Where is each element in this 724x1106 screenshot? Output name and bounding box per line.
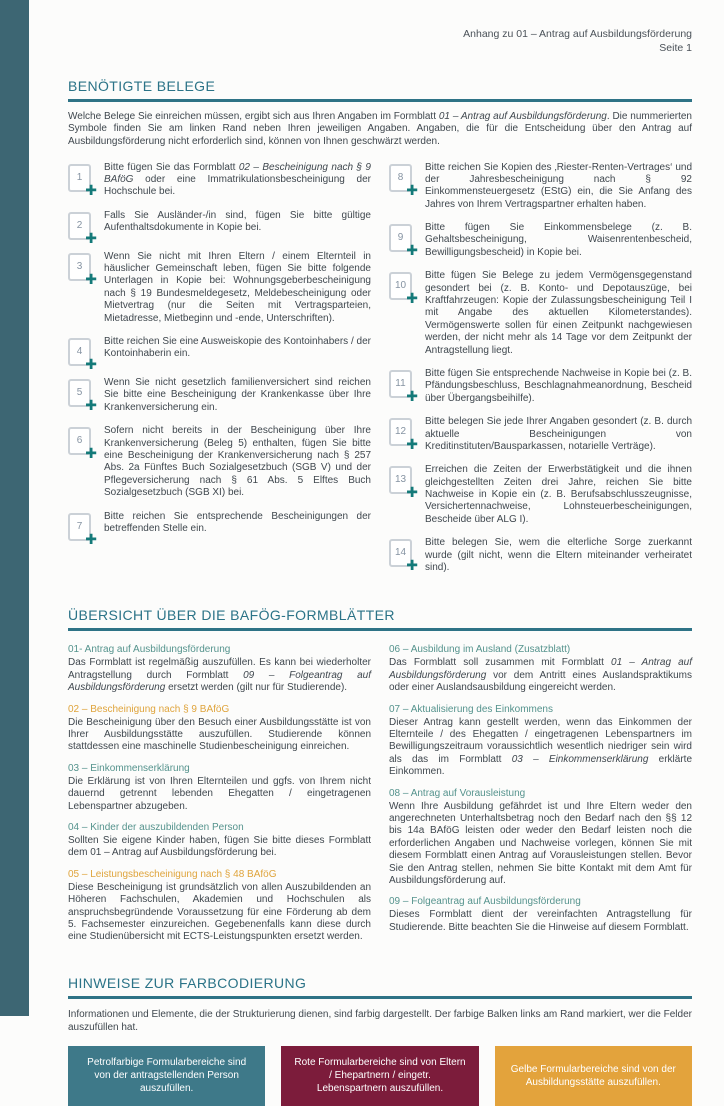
- form-entry-text: Das Formblatt ist regelmäßig auszufüllen. Es kann bei wiederholter Antragstellung durch Formblatt 09 – Folgeantrag auf Ausbildungsförderung ersetzt werden (gilt nur für Studierende).: [68, 657, 371, 694]
- attachment-text: Bitte fügen Sie entsprechende Nachweise in Kopie bei (z. B. Pfändungsbeschluss, Beschlagnahmeanordnung, Bescheid über Übergangsbeihilfe).: [425, 367, 692, 404]
- legend-box-yellow: Gelbe Formularbereiche sind von der Ausbildungsstätte auszufüllen.: [495, 1046, 692, 1106]
- page-edge-color-bar: [0, 0, 29, 1016]
- section-farbcodierung: [68, 975, 692, 1106]
- document-plus-icon: [389, 537, 425, 574]
- form-entry-02: [68, 704, 371, 754]
- document-plus-icon: [68, 251, 104, 325]
- form-entry-title: 03 – Einkommenserklärung: [68, 762, 190, 774]
- document-plus-icon: [389, 416, 425, 453]
- attachment-number: 1: [76, 171, 83, 183]
- plus-icon: ✚: [85, 182, 97, 199]
- document-plus-icon: [68, 210, 104, 247]
- attachment-item: [389, 464, 692, 526]
- attachment-item: [68, 209, 371, 247]
- document-plus-icon: [68, 425, 104, 499]
- form-entry-text: Die Bescheinigung über den Besuch einer Ausbildungsstätte ist von Ihrer Ausbildungsstätte auszufüllen. Studierende können stattdessen eine maschinelle Studienbescheinigung einreichen.: [68, 716, 371, 753]
- attachment-number: 10: [394, 280, 407, 292]
- farbcodierung-text: Informationen und Elemente, die der Strukturierung dienen, sind farbig dargestellt. Der farbige Balken links am Rand markiert, wer die Felder auszufüllen hat.: [68, 1008, 692, 1033]
- attachment-text: Wenn Sie nicht gesetzlich familienversichert sind reichen Sie bitte eine Bescheinigung der Krankenkasse über Ihre Krankenversicherung ein.: [104, 377, 371, 413]
- attachment-text: Erreichen die Zeiten der Erwerbstätigkeit und die ihnen gleichgestellten Zeiten drei Jahre, reichen Sie bitte Nachweise in Kopie ein (z. B. Berufsabschlusszeugnisse, Versichertennachweise, Lohnsteuerbescheinigungen, Bescheide über ALG I).: [425, 464, 692, 525]
- attachment-item: [389, 537, 692, 574]
- belege-columns: [68, 162, 692, 586]
- formblaetter-column-left: [68, 644, 371, 952]
- belege-column-right: [389, 162, 692, 586]
- attachment-text: Bitte fügen Sie Einkommensbelege (z. B. Gehaltsbescheinigung, Waisenrentenbescheid, Bewilligungsbescheid) in Kopie bei.: [425, 222, 692, 258]
- section-benoetigte-belege: [68, 78, 692, 586]
- document-plus-icon: [389, 270, 425, 357]
- attachment-number: 11: [395, 377, 406, 389]
- section-title: ÜBERSICHT ÜBER DIE BAFÖG-FORMBLÄTTER: [68, 607, 395, 624]
- attachment-item: [389, 368, 692, 405]
- attachment-text: Bitte belegen Sie jede Ihrer Angaben gesondert (z. B. durch aktuelle Bescheinigungen von Kreditinstituten/Bausparkassen, notarielle Verträge).: [425, 416, 692, 452]
- plus-icon: ✚: [85, 271, 97, 288]
- attachment-number: 9: [397, 232, 404, 244]
- document-plus-icon: [389, 162, 425, 212]
- form-entry-text: Diese Bescheinigung ist grundsätzlich von allen Auszubildenden an Höheren Fachschulen, Akademien und Hochschulen als anspruchsbegründende Voraussetzung für eine Förderung ab dem 5. Fachsemester einzureichen. Gegebenenfalls kann diese durch eine Studienübersicht mit ECTS-Leistungspunkten ersetzt werden.: [68, 881, 371, 943]
- plus-icon: ✚: [85, 357, 97, 374]
- attachment-number: 8: [397, 171, 404, 183]
- section-formblaetter: [68, 607, 692, 952]
- attachment-number: 5: [76, 387, 83, 399]
- attachment-text: Bitte reichen Sie Kopien des ‚Riester-Renten-Vertrages‘ und der Jahresbescheinigung nach § 92 Einkommensteuergesetz (EStG) ein, die Sie Anfang des Jahres von Ihrem Vertragspartner erhalten haben.: [425, 161, 692, 210]
- form-entry-text: Wenn Ihre Ausbildung gefährdet ist und Ihre Eltern weder den angerechneten Unterhaltsbetrag noch den Bedarf nach den §§ 12 bis 14a BAföG leisten oder weder den Bedarf leisten noch die erforderlichen Angaben und Nachweise vorlegen, können Sie mit diesem Formblatt einen Antrag auf Vorausleistungen stellen. Bevor Sie den Antrag stellen, nehmen Sie bitte Kontakt mit dem Amt für Ausbildungsförderung auf.: [389, 800, 692, 886]
- attachment-item: [68, 251, 371, 325]
- form-entry-title: 09 – Folgeantrag auf Ausbildungsförderung: [389, 896, 581, 908]
- form-entry-title: 02 – Bescheinigung nach § 9 BAföG: [68, 703, 230, 715]
- attachment-number: 2: [76, 219, 83, 231]
- attachment-text: Wenn Sie nicht mit Ihren Eltern / einem Elternteil in häuslicher Gemeinschaft leben, fügen Sie bitte folgende Unterlagen in Kopie bei: Wohnungsgeberbescheinigung nach § 19 Bundesmeldegesetz, Meldebescheinigung oder Mietvertrag (nur die Seiten mit Vertragsparteien, Mietadresse, Mietbeginn und -ende, Unterschriften).: [104, 250, 371, 324]
- plus-icon: ✚: [85, 230, 97, 247]
- section-title: BENÖTIGTE BELEGE: [68, 77, 216, 94]
- legend-box-petrol: Petrolfarbige Formularbereiche sind von der antragstellenden Person auszufüllen.: [68, 1046, 265, 1106]
- plus-icon: ✚: [406, 291, 418, 308]
- document-reference: Anhang zu 01 – Antrag auf Ausbildungsförderung: [463, 28, 692, 40]
- attachment-item: [68, 336, 371, 374]
- attachment-text: Bitte reichen Sie eine Ausweiskopie des Kontoinhabers / der Kontoinhaberin ein.: [104, 336, 371, 360]
- section-intro: Welche Belege Sie einreichen müssen, ergibt sich aus Ihren Angaben im Formblatt 01 – Antrag auf Ausbildungsförderung. Die nummerierten Symbole finden Sie am linken Rand neben Ihren jeweiligen Angaben. Angaben, die für die Entscheidung über den Antrag auf Ausbildungsförderung nicht erforderlich sind, können von Ihnen geschwärzt werden.: [68, 110, 692, 147]
- form-entry-06: [389, 644, 692, 694]
- plus-icon: ✚: [406, 437, 418, 454]
- form-entry-05: [68, 869, 371, 944]
- plus-icon: ✚: [406, 182, 418, 199]
- attachment-item: [68, 377, 371, 414]
- form-entry-09: [389, 896, 692, 934]
- page-header: [68, 28, 692, 56]
- form-entry-title: 07 – Aktualisierung des Einkommens: [389, 703, 553, 715]
- form-entry-08: [389, 788, 692, 888]
- attachment-item: [389, 416, 692, 453]
- form-entry-title: 06 – Ausbildung im Ausland (Zusatzblatt): [389, 644, 571, 656]
- belege-column-left: [68, 162, 371, 586]
- section-divider: [68, 99, 692, 102]
- attachment-text: Bitte belegen Sie, wem die elterliche Sorge zuerkannt wurde (gilt nicht, wenn die Eltern miteinander verheiratet sind).: [425, 537, 692, 574]
- attachment-item: [389, 222, 692, 259]
- plus-icon: ✚: [406, 388, 418, 405]
- attachment-text: Sofern nicht bereits in der Bescheinigung über Ihre Krankenversicherung (Beleg 5) enthalten, fügen Sie bitte eine Bescheinigung der Krankenversicherung nach § 257 Abs. 2a Fünftes Buch Sozialgesetzbuch (SGB V) und der Pflegeversicherung nach § 61 Abs. 5 Elftes Buch Sozialgesetzbuch (SGB XI) bei.: [104, 425, 371, 499]
- formblaetter-columns: [68, 644, 692, 952]
- form-entry-title: 05 – Leistungsbescheinigung nach § 48 BAföG: [68, 868, 277, 880]
- plus-icon: ✚: [85, 398, 97, 415]
- attachment-text: Bitte fügen Sie das Formblatt 02 – Bescheinigung nach § 9 BAföG oder eine Immatrikulationsbescheinigung der Hochschule bei.: [104, 161, 371, 198]
- attachment-text: Bitte fügen Sie Belege zu jedem Vermögensgegenstand gesondert bei (z. B. Konto- und Depotauszüge, bei Kraftfahrzeugen: Kopie der Zulassungsbescheinigung Teil I mit Angabe des aktuellen Kilometerstandes). Vermögenswerte sollen für einen Zeitpunkt nachgewiesen werden, der nicht mehr als 14 Tage vor dem Zeitpunkt der Antragstellung liegt.: [425, 270, 692, 356]
- plus-icon: ✚: [406, 485, 418, 502]
- document-plus-icon: [68, 511, 104, 548]
- document-plus-icon: [68, 377, 104, 414]
- attachment-item: [389, 270, 692, 357]
- attachment-number: 12: [394, 426, 407, 438]
- page-number: Seite 1: [659, 41, 692, 54]
- attachment-number: 14: [394, 547, 407, 559]
- form-entry-07: [389, 704, 692, 779]
- form-entry-text: Die Erklärung ist von Ihren Elternteilen und ggfs. von Ihrem nicht dauernd getrennt lebenden Ehegatten / eingetragenen Lebenspartner abzugeben.: [68, 775, 371, 812]
- document-plus-icon: [389, 464, 425, 526]
- document-plus-icon: [389, 368, 425, 405]
- form-entry-01: [68, 644, 371, 694]
- section-title: HINWEISE ZUR FARBCODIERUNG: [68, 974, 307, 991]
- attachment-number: 7: [76, 520, 83, 532]
- document-plus-icon: [68, 162, 104, 199]
- attachment-number: 13: [394, 474, 407, 486]
- form-entry-title: 01- Antrag auf Ausbildungsförderung: [68, 644, 231, 656]
- formblaetter-column-right: [389, 644, 692, 952]
- form-entry-text: Sollten Sie eigene Kinder haben, fügen Sie bitte dieses Formblatt dem 01 – Antrag auf Ausbildungsförderung bei.: [68, 834, 371, 859]
- form-entry-text: Das Formblatt soll zusammen mit Formblatt 01 – Antrag auf Ausbildungsförderung vor dem Antritt eines Auslandspraktikums oder einer Auslandsausbildung eingereicht werden.: [389, 657, 692, 694]
- plus-icon: ✚: [85, 446, 97, 463]
- form-entry-03: [68, 763, 371, 813]
- section-divider: [68, 628, 692, 631]
- attachment-item: [68, 162, 371, 199]
- attachment-item: [68, 425, 371, 499]
- attachment-item: [68, 510, 371, 548]
- form-entry-text: Dieser Antrag kann gestellt werden, wenn das Einkommen der Elternteile / des Ehegatten / eingetragenen Lebenspartners im Bewilligungszeitraum voraussichtlich wesentlich niedriger sein wird als das im Formblatt 03 – Einkommenserklärung erklärte Einkommen.: [389, 716, 693, 778]
- form-entry-text: Dieses Formblatt dient der vereinfachten Antragstellung für Studierende. Bitte beachten Sie die Hinweise auf diesem Formblatt.: [389, 909, 692, 933]
- form-entry-title: 08 – Antrag auf Vorausleistung: [389, 787, 526, 799]
- legend-box-red: Rote Formularbereiche sind von Eltern / Ehepartnern / eingetr. Lebenspartnern auszufüllen.: [281, 1046, 478, 1106]
- form-entry-04: [68, 822, 371, 860]
- color-legend: [68, 1046, 692, 1106]
- attachment-item: [389, 162, 692, 212]
- form-entry-title: 04 – Kinder der auszubildenden Person: [68, 821, 244, 833]
- attachment-text: Bitte reichen Sie entsprechende Bescheinigungen der betreffenden Stelle ein.: [104, 510, 371, 534]
- attachment-number: 3: [76, 260, 83, 272]
- page-content: [68, 0, 692, 1106]
- document-plus-icon: [68, 336, 104, 374]
- attachment-text: Falls Sie Ausländer-/in sind, fügen Sie bitte gültige Aufenthaltsdokumente in Kopie bei.: [104, 209, 371, 234]
- document-plus-icon: [389, 222, 425, 259]
- section-divider: [68, 996, 692, 999]
- attachment-number: 6: [76, 435, 83, 447]
- plus-icon: ✚: [85, 531, 97, 548]
- plus-icon: ✚: [406, 558, 418, 575]
- attachment-number: 4: [76, 346, 83, 358]
- plus-icon: ✚: [406, 243, 418, 260]
